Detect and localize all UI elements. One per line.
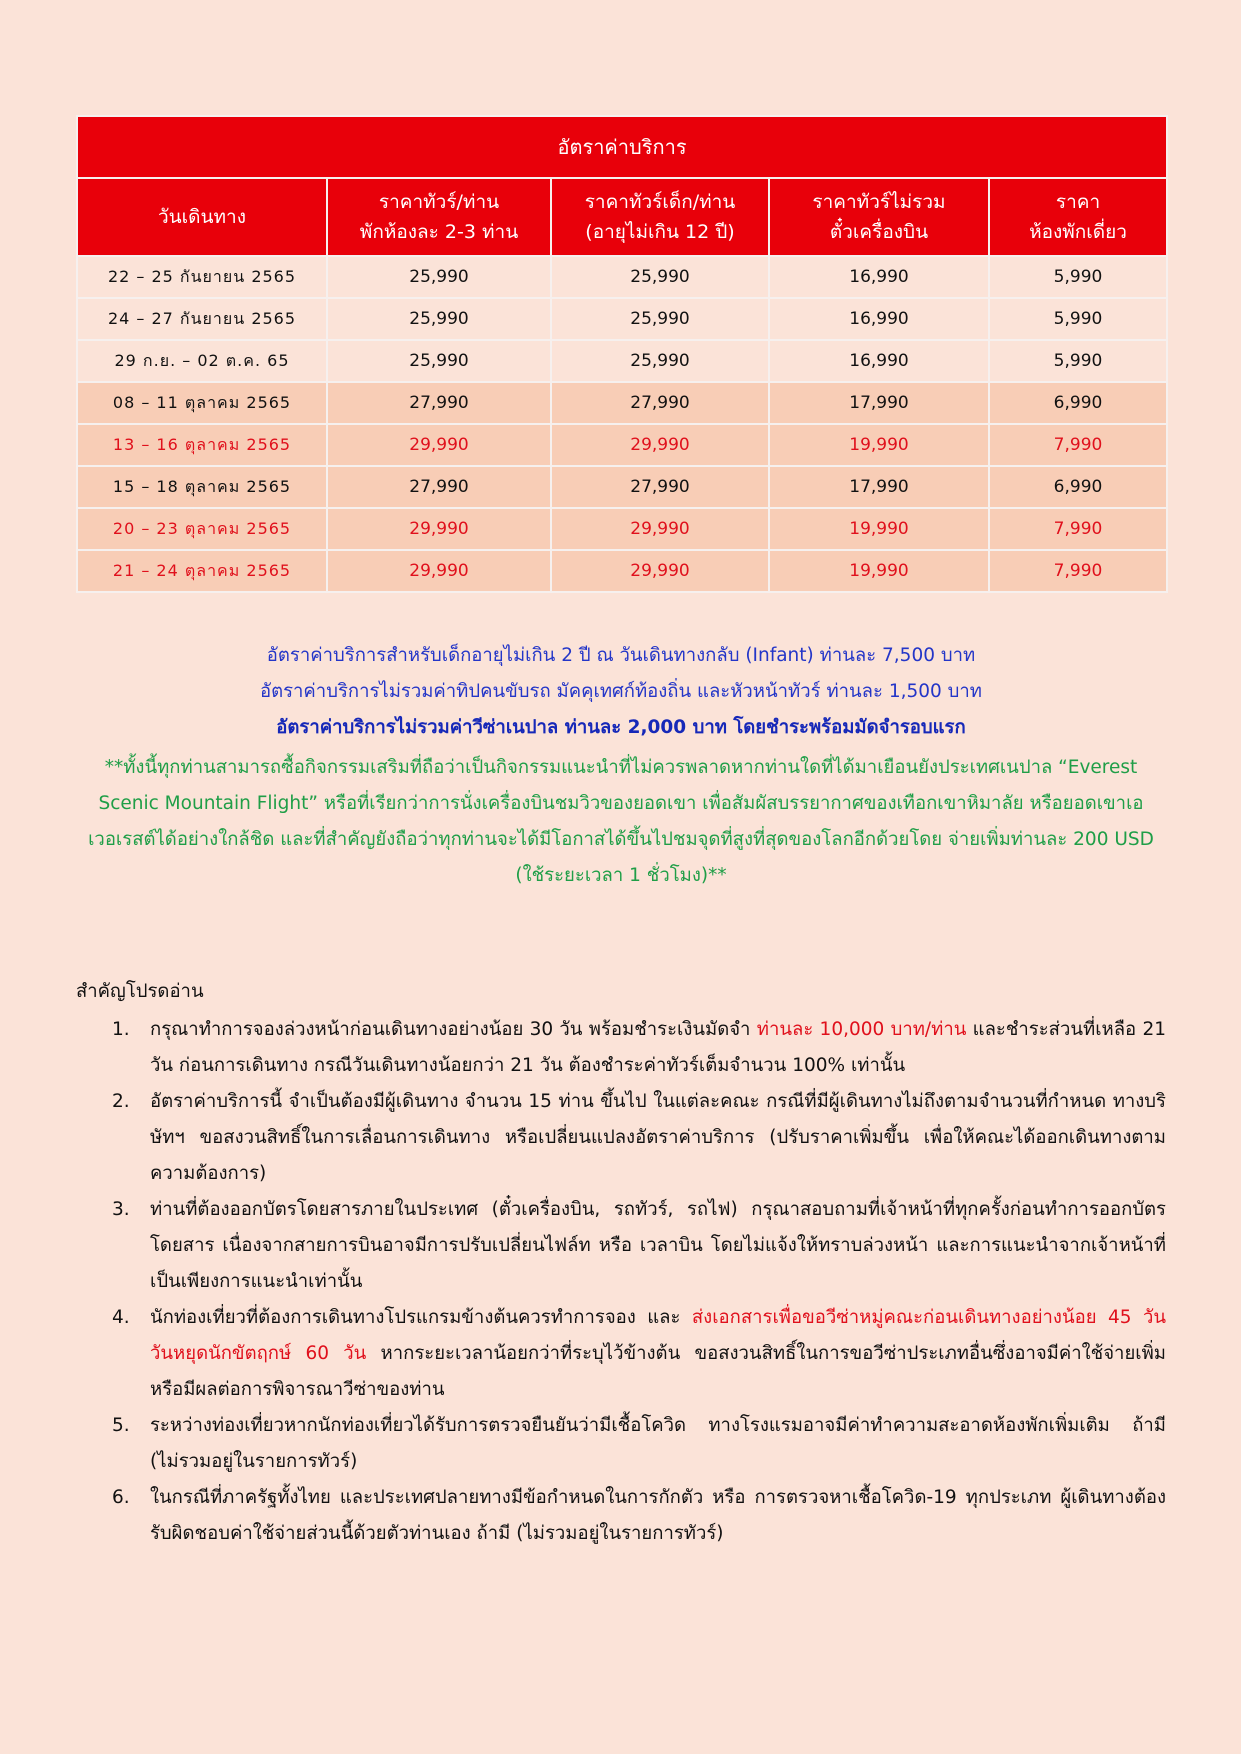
- visa-note: อัตราค่าบริการไม่รวมค่าวีซ่าเนปาล ท่านละ 2,000 บาท โดยชำระพร้อมมัดจำรอบแรก: [276, 717, 966, 738]
- item-number: 2.: [112, 1091, 130, 1112]
- header-travel-date: [77, 178, 327, 256]
- cell-adult-price: 29,990: [327, 424, 551, 466]
- header-single-room: [989, 178, 1167, 256]
- table-row: [77, 466, 1167, 508]
- table-row: [77, 508, 1167, 550]
- cell-single-room-price: 5,990: [989, 340, 1167, 382]
- cell-date: 13 – 16 ตุลาคม 2565: [77, 424, 327, 466]
- cell-child-price: 29,990: [551, 424, 769, 466]
- cell-no-flight-price: 16,990: [769, 256, 989, 298]
- cell-child-price: 25,990: [551, 340, 769, 382]
- item-text: กรุณาทำการจองล่วงหน้าก่อนเดินทางอย่างน้อย 30 วัน พร้อมชำระเงินมัดจำ: [150, 1019, 757, 1040]
- important-item: [76, 1480, 1166, 1552]
- item-text: ระหว่างท่องเที่ยวหากนักท่องเที่ยวได้รับการตรวจยืนยันว่ามีเชื้อโควิด ทางโรงแรมอาจมีค่าทำความสะอาดห้องพักเพิ่มเติม ถ้ามี (ไม่รวมอยู่ในรายการทัวร์): [150, 1415, 1166, 1472]
- cell-date: 22 – 25 กันยายน 2565: [77, 256, 327, 298]
- header-child-price: [551, 178, 769, 256]
- cell-adult-price: 25,990: [327, 340, 551, 382]
- item-text: ในกรณีที่ภาครัฐทั้งไทย และประเทศปลายทางมีข้อกำหนดในการกักตัว หรือ การตรวจหาเชื้อโควิด-19 ทุกประเภท ผู้เดินทางต้องรับผิดชอบค่าใช้จ่ายส่วนนี้ด้วยตัวท่านเอง ถ้ามี (ไม่รวมอยู่ในรายการทัวร์): [150, 1487, 1166, 1544]
- infant-note: อัตราค่าบริการสำหรับเด็กอายุไม่เกิน 2 ปี ณ วันเดินทางกลับ (Infant) ท่านละ 7,500 บาท: [266, 645, 976, 666]
- item-highlight: ท่านละ 10,000 บาท/ท่าน: [756, 1019, 967, 1040]
- table-row: [77, 382, 1167, 424]
- cell-no-flight-price: 16,990: [769, 298, 989, 340]
- cell-adult-price: 25,990: [327, 298, 551, 340]
- cell-single-room-price: 7,990: [989, 424, 1167, 466]
- cell-single-room-price: 6,990: [989, 466, 1167, 508]
- cell-child-price: 25,990: [551, 256, 769, 298]
- important-item: [76, 1084, 1166, 1192]
- cell-adult-price: 27,990: [327, 466, 551, 508]
- mountain-flight-note: **ทั้งนี้ทุกท่านสามารถซื้อกิจกรรมเสริมที่ถือว่าเป็นกิจกรรมแนะนำที่ไม่ควรพลาดหากท่านใดที่ได้มาเยือนยังประเทศเนปาล “Everest Scenic Mountain Flight” หรือที่เรียกว่าการนั่งเครื่องบินชมวิวของยอดเขา เพื่อสัมผัสบรรยากาศของเทือกเขาหิมาลัย หรือยอดเขาเอเวอเรสต์ได้อย่างใกล้ชิด และที่สำคัญยังถือว่าทุกท่านจะได้มีโอกาสได้ขึ้นไปชมจุดที่สูงที่สุดของโลกอีกด้วยโดย จ่ายเพิ่มท่านละ 200 USD (ใช้ระยะเวลา 1 ชั่วโมง)**: [88, 757, 1154, 886]
- cell-date: 21 – 24 ตุลาคม 2565: [77, 550, 327, 592]
- cell-no-flight-price: 19,990: [769, 508, 989, 550]
- header-line: พักห้องละ 2-3 ท่าน: [359, 221, 519, 243]
- item-text: ท่านที่ต้องออกบัตรโดยสารภายในประเทศ (ตั๋วเครื่องบิน, รถทัวร์, รถไฟ) กรุณาสอบถามที่เจ้าหน้าที่ทุกครั้งก่อนทำการออกบัตรโดยสาร เนื่องจากสายการบินอาจมีการปรับเปลี่ยนไฟล์ท หรือ เวลาบิน โดยไม่แจ้งให้ทราบล่วงหน้า และการแนะนำจากเจ้าหน้าที่เป็นเพียงการแนะนำเท่านั้น: [150, 1199, 1166, 1292]
- cell-single-room-price: 5,990: [989, 256, 1167, 298]
- header-line: ห้องพักเดี่ยว: [1029, 221, 1127, 243]
- table-row: [77, 550, 1167, 592]
- cell-date: 20 – 23 ตุลาคม 2565: [77, 508, 327, 550]
- cell-no-flight-price: 17,990: [769, 466, 989, 508]
- cell-date: 29 ก.ย. – 02 ต.ค. 65: [77, 340, 327, 382]
- important-item: [76, 1408, 1166, 1480]
- cell-no-flight-price: 19,990: [769, 550, 989, 592]
- table-row: [77, 256, 1167, 298]
- cell-adult-price: 27,990: [327, 382, 551, 424]
- cell-adult-price: 29,990: [327, 508, 551, 550]
- tips-note: อัตราค่าบริการไม่รวมค่าทิปคนขับรถ มัคคุเทศก์ท้องถิ่น และหัวหน้าทัวร์ ท่านละ 1,500 บาท: [259, 681, 982, 702]
- cell-no-flight-price: 19,990: [769, 424, 989, 466]
- cell-date: 24 – 27 กันยายน 2565: [77, 298, 327, 340]
- cell-single-room-price: 5,990: [989, 298, 1167, 340]
- important-list: [76, 1012, 1166, 1552]
- cell-no-flight-price: 17,990: [769, 382, 989, 424]
- important-item: [76, 1012, 1166, 1084]
- notes: [76, 638, 1166, 894]
- important-section: [76, 974, 1166, 1552]
- item-number: 1.: [112, 1019, 130, 1040]
- item-highlight: ส่งเอกสารเพื่อขอวีซ่าหมู่คณะก่อนเดินทางอย่างน้อย 45 วัน วันหยุดนักขัตฤกษ์ 60 วัน: [150, 1307, 1167, 1364]
- cell-child-price: 27,990: [551, 466, 769, 508]
- cell-single-room-price: 7,990: [989, 508, 1167, 550]
- header-line: ราคาทัวร์ไม่รวม: [812, 190, 946, 213]
- cell-date: 08 – 11 ตุลาคม 2565: [77, 382, 327, 424]
- important-heading: สำคัญโปรดอ่าน: [76, 981, 204, 1002]
- table-row: [77, 340, 1167, 382]
- cell-single-room-price: 6,990: [989, 382, 1167, 424]
- item-text-continued: และชำระส่วนที่เหลือ 21 วัน ก่อนการเดินทาง กรณีวันเดินทางน้อยกว่า 21 วัน ต้องชำระค่าทัวร์เต็มจำนวน 100% เท่านั้น: [150, 1019, 1166, 1076]
- cell-child-price: 25,990: [551, 298, 769, 340]
- table-row: [77, 298, 1167, 340]
- cell-child-price: 27,990: [551, 382, 769, 424]
- item-text: อัตราค่าบริการนี้ จำเป็นต้องมีผู้เดินทาง จำนวน 15 ท่าน ขึ้นไป ในแต่ละคณะ กรณีที่มีผู้เดินทางไม่ถึงตามจำนวนที่กำหนด ทางบริษัทฯ ขอสงวนสิทธิ์ในการเลื่อนการเดินทาง หรือเปลี่ยนแปลงอัตราค่าบริการ (ปรับราคาเพิ่มขึ้น เพื่อให้คณะได้ออกเดินทางตามความต้องการ): [150, 1091, 1166, 1184]
- cell-adult-price: 29,990: [327, 550, 551, 592]
- cell-adult-price: 25,990: [327, 256, 551, 298]
- header-line: (อายุไม่เกิน 12 ปี): [585, 221, 735, 243]
- item-number: 6.: [112, 1487, 130, 1508]
- cell-date: 15 – 18 ตุลาคม 2565: [77, 466, 327, 508]
- cell-single-room-price: 7,990: [989, 550, 1167, 592]
- header-no-flight-price: [769, 178, 989, 256]
- item-number: 3.: [112, 1199, 130, 1220]
- header-line: ราคาทัวร์/ท่าน: [378, 190, 500, 213]
- header-line: ราคา: [1055, 190, 1101, 213]
- important-item: [76, 1300, 1166, 1408]
- cell-child-price: 29,990: [551, 550, 769, 592]
- cell-no-flight-price: 16,990: [769, 340, 989, 382]
- cell-child-price: 29,990: [551, 508, 769, 550]
- header-line: วันเดินทาง: [158, 205, 246, 228]
- header-adult-price: [327, 178, 551, 256]
- header-line: ราคาทัวร์เด็ก/ท่าน: [584, 190, 736, 213]
- header-line: ตั๋วเครื่องบิน: [829, 221, 929, 243]
- item-text-continued: หากระยะเวลาน้อยกว่าที่ระบุไว้ข้างต้น ขอสงวนสิทธิ์ในการขอวีซ่าประเภทอื่นซึ่งอาจมีค่าใช้จ่ายเพิ่ม หรือมีผลต่อการพิจารณาวีซ่าของท่าน: [150, 1343, 1166, 1400]
- item-number: 5.: [112, 1415, 130, 1436]
- table-row: [77, 424, 1167, 466]
- table-title: อัตราค่าบริการ: [77, 116, 1167, 178]
- item-number: 4.: [112, 1307, 130, 1328]
- price-table: [76, 115, 1168, 593]
- important-item: [76, 1192, 1166, 1300]
- item-text: นักท่องเที่ยวที่ต้องการเดินทางโปรแกรมข้างต้นควรทำการจอง และ: [150, 1307, 692, 1328]
